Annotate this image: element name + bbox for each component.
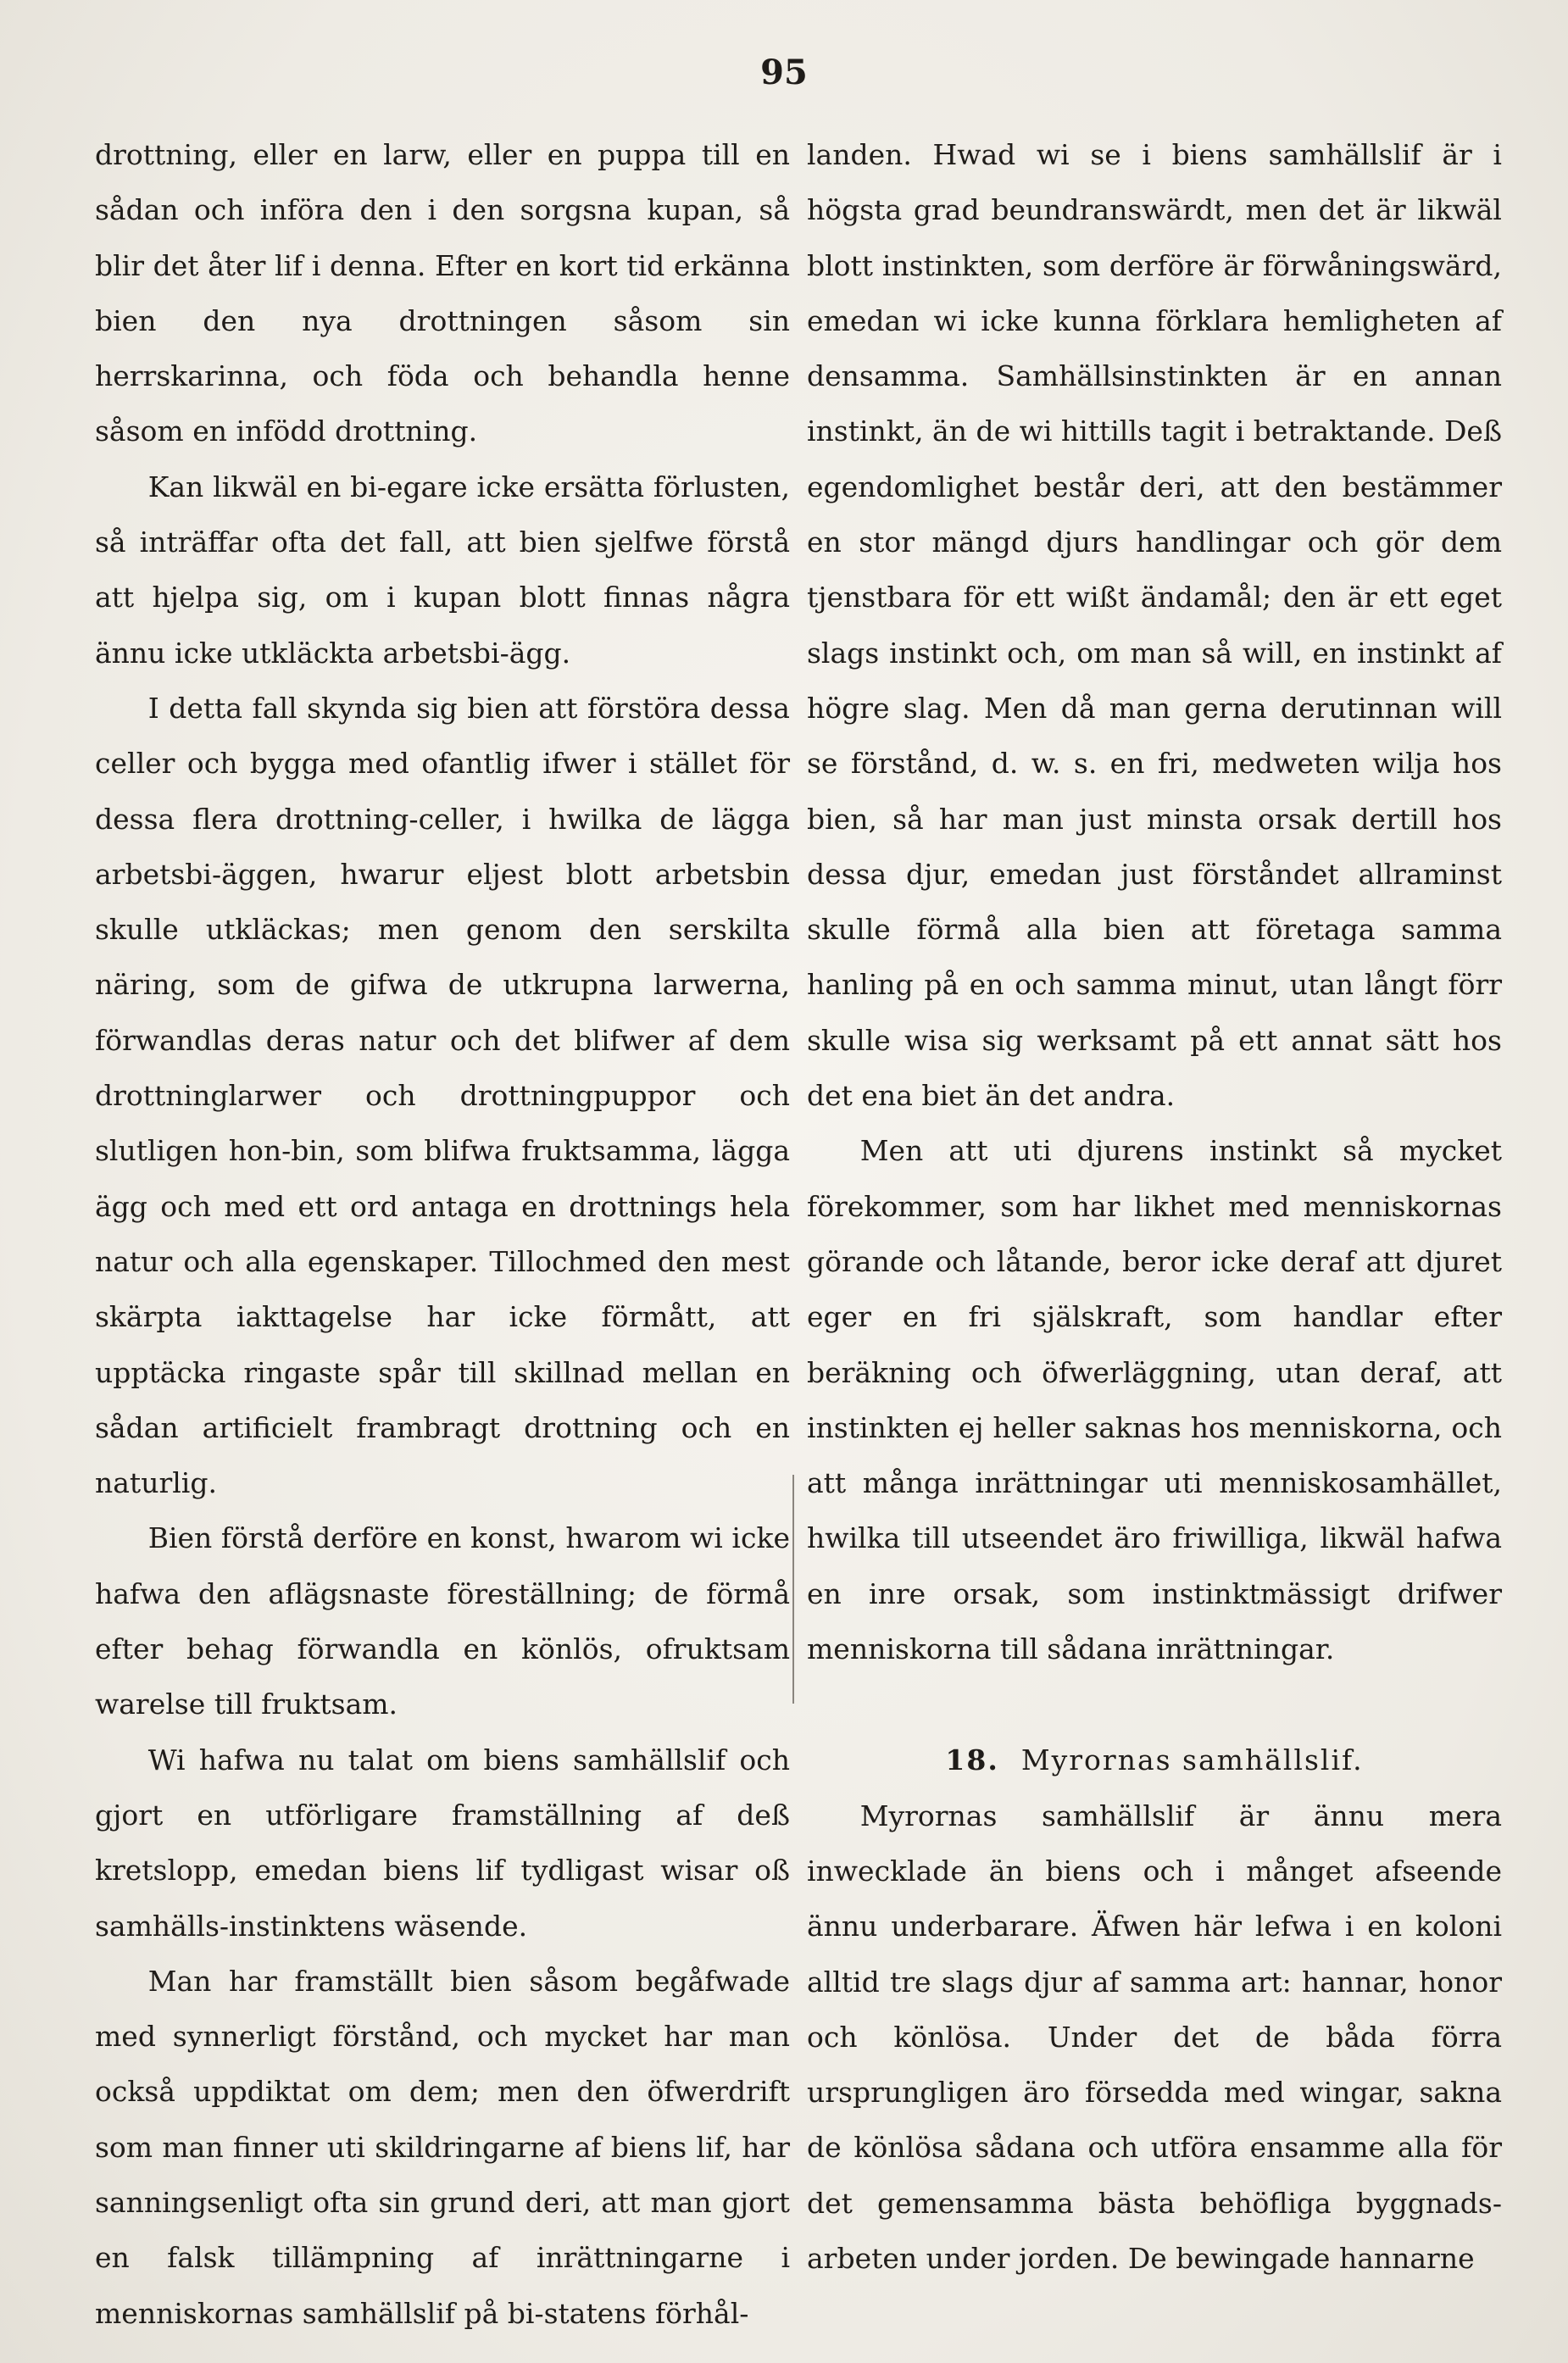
paragraph: Myrornas samhällslif är ännu mera inwecklade än biens och i månget afseende ännu underbarare. Äfwen här lefwa i en koloni alltid tre slags djur af samma art: hannar, honor och könlösa. Under det de båda förra ursprungligen äro försedda med wingar, sakna de könlösa sådana och utföra ensamme alla för det gemensamma bästa behöfliga byggnads-arbeten under jorden. De bewingade hannarne <box>807 1799 1502 2275</box>
paragraph: I detta fall skynda sig bien att förstöra dessa celler och bygga med ofantlig ifwer i stället för dessa flera drottning-celler, i hwilka de lägga arbetsbi-äggen, hwarur eljest blott arbetsbin skulle utkläckas; men genom den serskilta näring, som de gifwa de utkrupna larwerna, förwandlas deras natur och det blifwer af dem drottninglarwer och drottningpuppor och slutligen hon-bin, som blifwa fruktsamma, lägga ägg och med ett ord antaga en drottnings hela natur och alla egenskaper. Tillochmed den mest skärpta iakttagelse har icke förmått, att upptäcka ringaste spår till skillnad mellan en sådan artificielt frambragt drottning och en naturlig. <box>95 691 790 1500</box>
paragraph: Man har framställt bien såsom begåfwade med synnerligt förstånd, och mycket har man också uppdiktat om dem; men den öfwerdrift som man finner uti skildringarne af biens lif, har sanningsenligt ofta sin grund deri, att man gjort en falsk tillämpning af inrättningarne i menniskornas samhällslif på bi-statens förhål- <box>95 1964 790 2330</box>
column-divider <box>792 1475 794 1704</box>
section-spacer <box>807 1676 1502 1732</box>
paragraph: landen. Hwad wi se i biens samhällslif är i högsta grad beundranswärdt, men det är likwäl blott instinkten, som derföre är förwåningswärd, emedan wi icke kunna förklara hemligheten af densamma. Samhällsinstinkten är en annan instinkt, än de wi hittills tagit i betraktande. Deß egendomlighet består deri, att den bestämmer en stor mängd djurs handlingar och gör dem tjenstbara för ett wißt ändamål; den är ett eget slags instinkt och, om man så will, en instinkt af högre slag. Men då man gerna derutinnan will se förstånd, d. w. s. en fri, medweten wilja hos bien, så har man just minsta orsak dertill hos dessa djur, emedan just förståndet allraminst skulle förmå alla bien att företaga samma hanling på en och samma minut, utan långt förr skulle wisa sig werksamt på ett annat sätt hos det ena biet än det andra. <box>807 138 1502 1113</box>
section-heading <box>807 1732 1502 1788</box>
paragraph: Bien förstå derföre en konst, hwarom wi icke hafwa den aflägsnaste föreställning; de förmå efter behag förwandla en könlös, ofruktsam warelse till fruktsam. <box>95 1521 790 1721</box>
right-column <box>807 127 1502 2286</box>
paragraph: drottning, eller en larw, eller en puppa till en sådan och införa den i den sorgsna kupan, så blir det åter lif i denna. Efter en kort tid erkänna bien den nya drottningen såsom sin herrskarinna, och föda och behandla henne såsom en infödd drottning. <box>95 138 790 448</box>
paragraph: Kan likwäl en bi-egare icke ersätta förlusten, så inträffar ofta det fall, att bien sjelfwe förstå att hjelpa sig, om i kupan blott finnas några ännu icke utkläckta arbetsbi-ägg. <box>95 470 790 670</box>
section-number: 18. <box>945 1743 999 1777</box>
paragraph: Wi hafwa nu talat om biens samhällslif och gjort en utförligare framställning af deß kretslopp, emedan biens lif tydligast wisar oß samhälls-instinktens wäsende. <box>95 1743 790 1943</box>
section-title: Myrornas samhällslif. <box>1020 1743 1364 1777</box>
paragraph: Men att uti djurens instinkt så mycket förekommer, som har likhet med menniskornas görande och låtande, beror icke deraf att djuret eger en fri själskraft, som handlar efter beräkning och öfwerläggning, utan deraf, att instinkten ej heller saknas hos menniskorna, och att många inrättningar uti menniskosamhället, hwilka till utseendet äro friwilliga, likwäl hafwa en inre orsak, som instinktmässigt drifwer menniskorna till sådana inrättningar. <box>807 1134 1502 1666</box>
left-column <box>95 127 790 2341</box>
page-number: 95 <box>760 53 808 92</box>
